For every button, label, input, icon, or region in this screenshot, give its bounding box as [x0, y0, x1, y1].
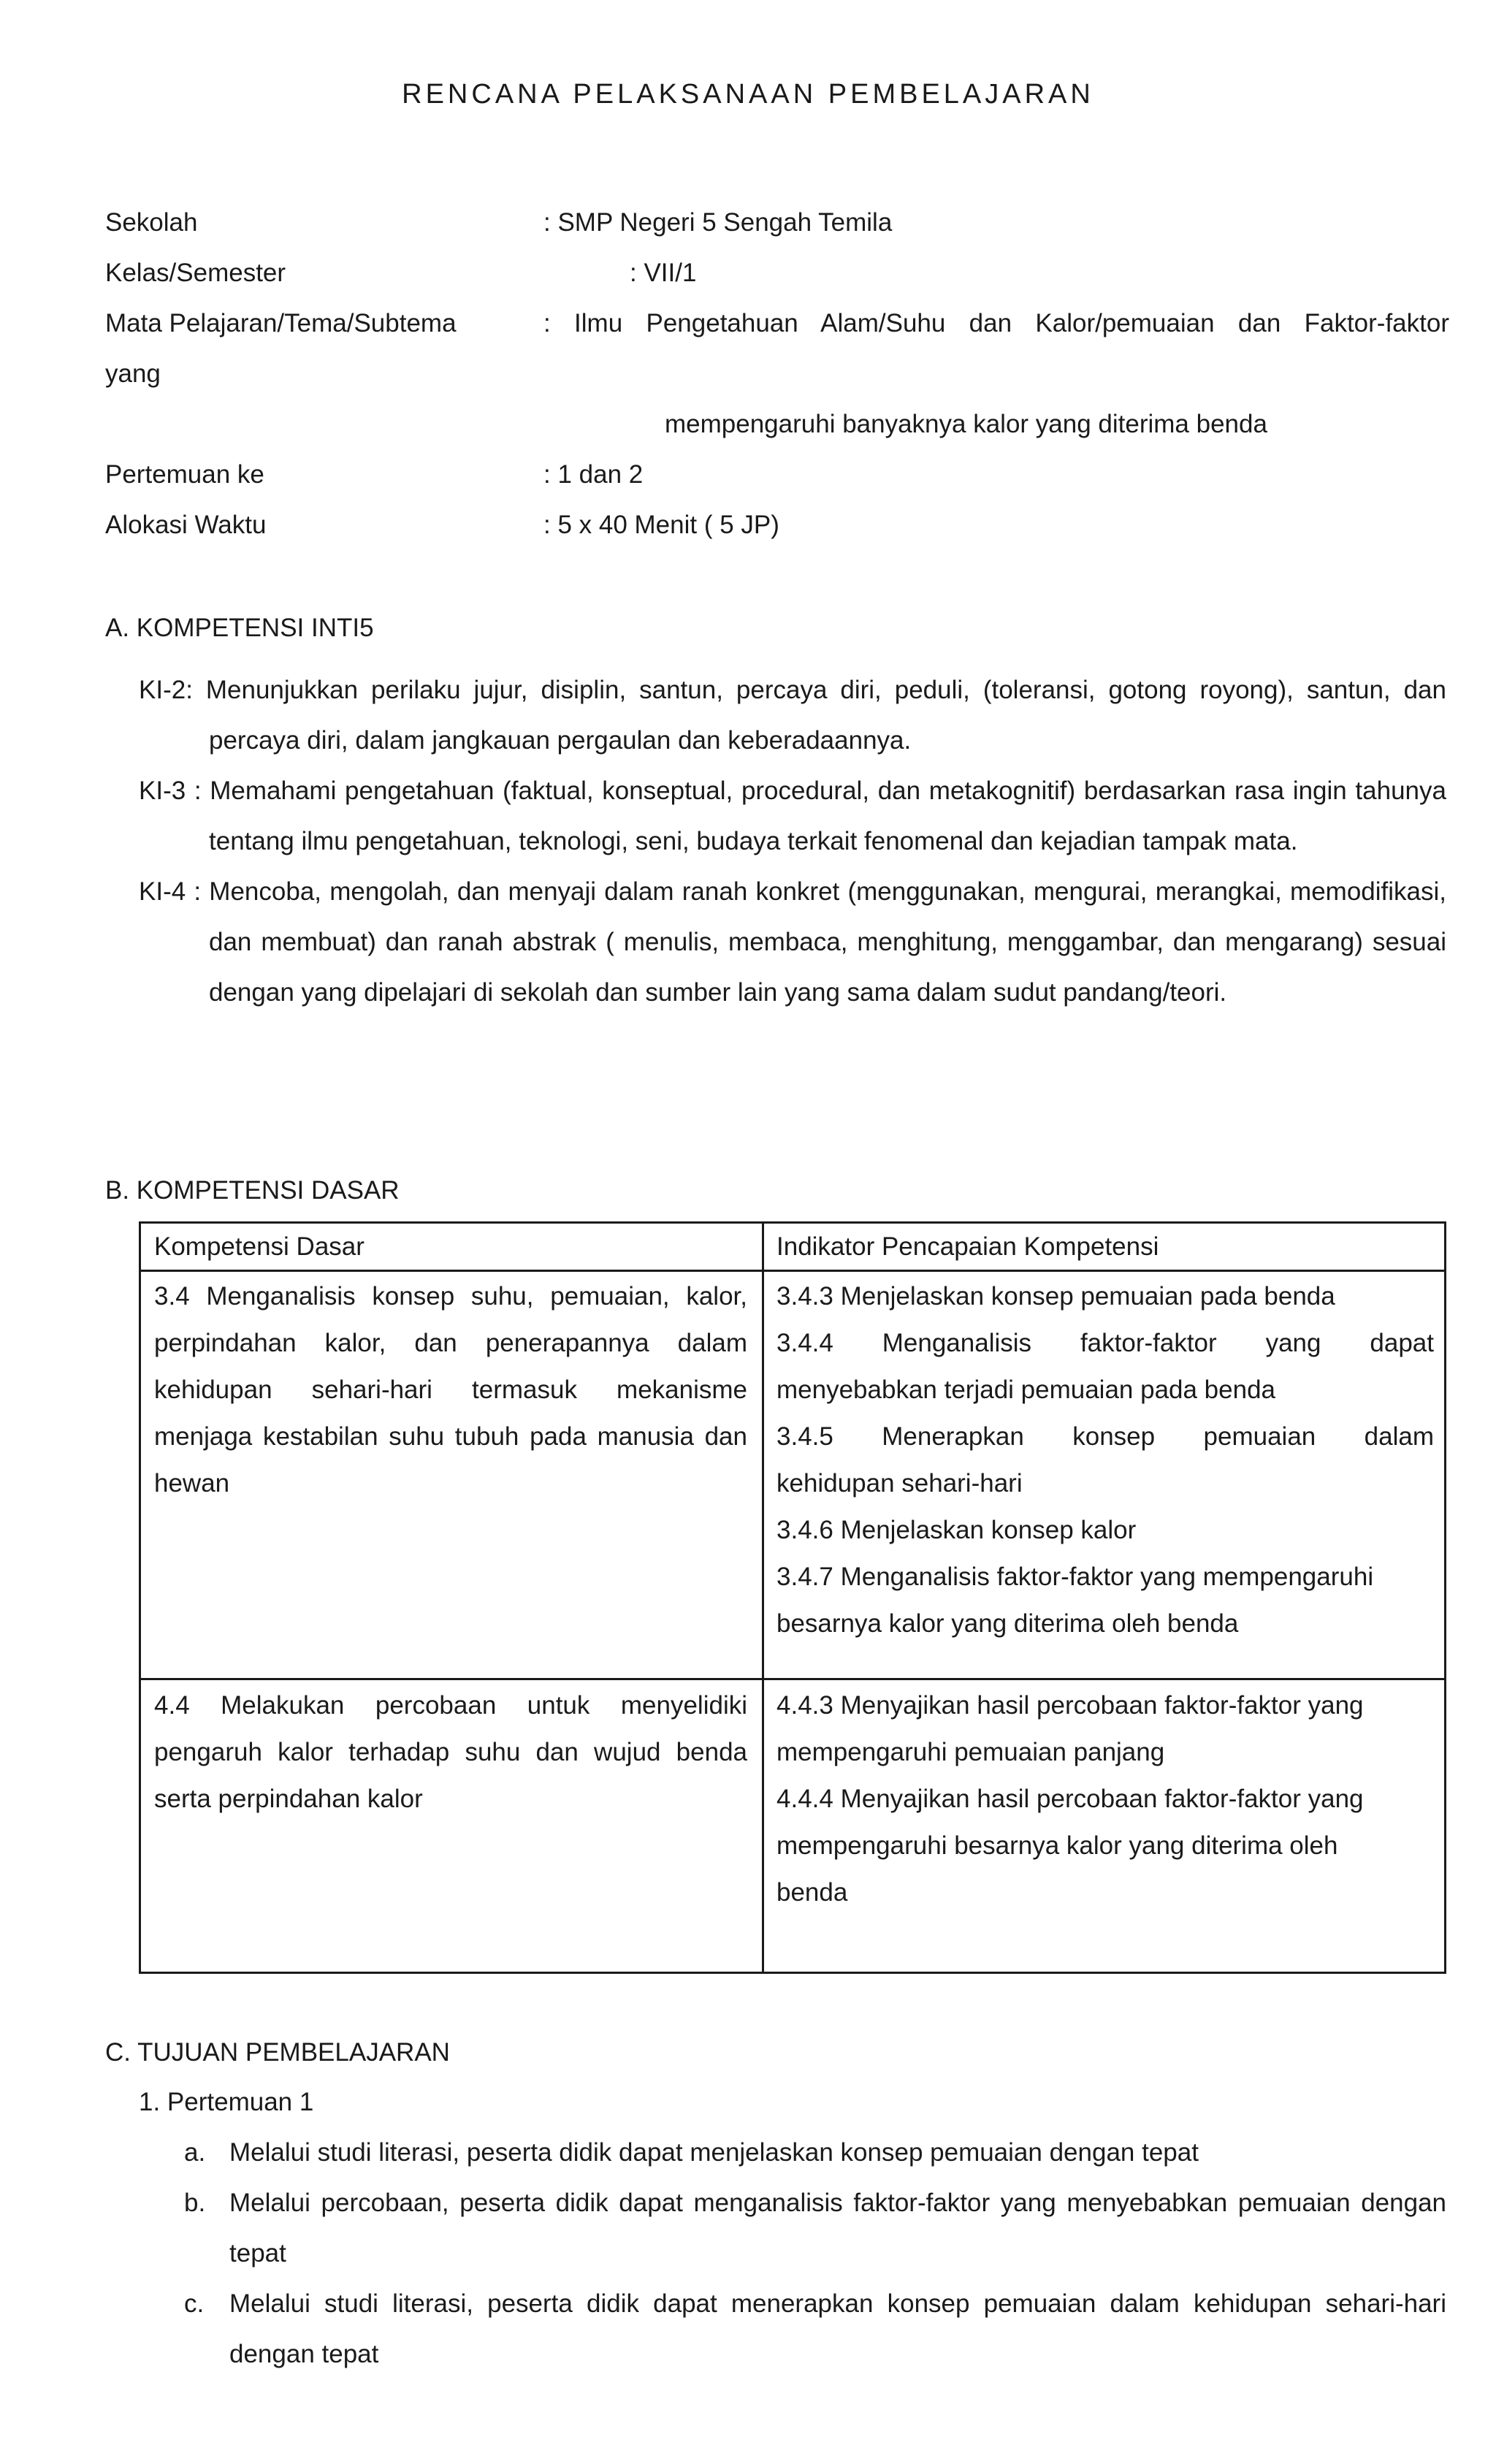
- identity-row-pertemuan: [105, 449, 1457, 500]
- indikator-4-4-4: 4.4.4 Menyajikan hasil percobaan faktor-faktor yang: [776, 1785, 1364, 1813]
- table-row-divider: [141, 1678, 1444, 1680]
- sekolah-value: : SMP Negeri 5 Sengah Temila: [543, 208, 893, 237]
- indikator-3-4-4-cont: menyebabkan terjadi pemuaian pada benda: [776, 1376, 1276, 1404]
- list-item: c. Melalui studi literasi, peserta didik dapat menerapkan konsep pemuaian dalam kehidupan sehari-hari dengan tepat: [184, 2289, 1446, 2368]
- table-cell-kd-4-4: 4.4 Melakukan percobaan untuk menyelidiki pengaruh kalor terhadap suhu dan wujud benda serta perpindahan kalor: [154, 1691, 747, 1813]
- table-cell-indikator-4-4: [776, 1682, 1434, 1916]
- indikator-3-4-6: 3.4.6 Menjelaskan konsep kalor: [776, 1516, 1137, 1544]
- sekolah-label: Sekolah: [105, 208, 198, 237]
- ki4-paragraph: KI-4 : Mencoba, mengolah, dan menyaji dalam ranah konkret (menggunakan, mengurai, merangkai, memodifikasi, dan membuat) dan ranah abstrak ( menulis, membaca, menghitung, menggambar, dan mengarang) sesuai dengan yang dipelajari di sekolah dan sumber lain yang sama dalam sudut pandang/teori.: [139, 877, 1446, 1007]
- list-item: b. Melalui percobaan, peserta didik dapat menganalisis faktor-faktor yang menyebabkan pemuaian dengan tepat: [184, 2189, 1446, 2267]
- kompetensi-dasar-table: [139, 1221, 1446, 1974]
- identity-row-mapel-extra: [105, 348, 1457, 399]
- table-cell-kd-3-4: 3.4 Menganalisis konsep suhu, pemuaian, kalor, perpindahan kalor, dan penerapannya dalam kehidupan sehari-hari termasuk mekanisme menjaga kestabilan suhu tubuh pada manusia dan hewan: [154, 1282, 747, 1498]
- indikator-3-4-7-cont: besarnya kalor yang diterima oleh benda: [776, 1609, 1239, 1638]
- identity-row-alokasi: [105, 500, 1457, 550]
- ki3-paragraph: KI-3 : Memahami pengetahuan (faktual, konseptual, procedural, dan metakognitif) berdasarkan rasa ingin tahunya tentang ilmu pengetahuan, teknologi, seni, budaya terkait fenomenal dan kejadian tampak mata.: [139, 777, 1446, 855]
- indikator-3-4-5-cont: kehidupan sehari-hari: [776, 1469, 1023, 1498]
- table-column-divider: [762, 1224, 764, 1972]
- indikator-4-4-3-cont: mempengaruhi pemuaian panjang: [776, 1738, 1165, 1766]
- tujuan-list: [139, 2077, 1446, 2379]
- identity-block: [105, 197, 1457, 550]
- section-a-heading: A. KOMPETENSI INTI5: [105, 614, 374, 642]
- tujuan-items: [139, 2127, 1446, 2379]
- indikator-3-4-3: 3.4.3 Menjelaskan konsep pemuaian pada benda: [776, 1282, 1335, 1311]
- kelas-value: : VII/1: [630, 259, 697, 287]
- alokasi-value: : 5 x 40 Menit ( 5 JP): [543, 511, 779, 539]
- identity-row-mapel: [105, 298, 1457, 348]
- kompetensi-inti-list: [139, 665, 1446, 1018]
- identity-row-sekolah: [105, 197, 1457, 248]
- table-header-kd: Kompetensi Dasar: [154, 1232, 365, 1261]
- indikator-4-4-4-end: benda: [776, 1878, 848, 1907]
- pertemuan-value: : 1 dan 2: [543, 460, 644, 489]
- table-header-indikator: Indikator Pencapaian Kompetensi: [776, 1232, 1159, 1261]
- indikator-3-4-7: 3.4.7 Menganalisis faktor-faktor yang mempengaruhi: [776, 1563, 1374, 1591]
- mapel-continuation: mempengaruhi banyaknya kalor yang diterima benda: [665, 410, 1267, 438]
- indikator-4-4-4-cont: mempengaruhi besarnya kalor yang diterima oleh: [776, 1831, 1338, 1860]
- indikator-3-4-5: 3.4.5 Menerapkan konsep pemuaian dalam: [776, 1422, 1434, 1451]
- alokasi-label: Alokasi Waktu: [105, 511, 267, 539]
- list-item: a. Melalui studi literasi, peserta didik dapat menjelaskan konsep pemuaian dengan tepat: [184, 2138, 1199, 2167]
- pertemuan-1-heading: 1. Pertemuan 1: [139, 2088, 314, 2116]
- section-c-heading: C. TUJUAN PEMBELAJARAN: [105, 2038, 450, 2067]
- indikator-3-4-4: 3.4.4 Menganalisis faktor-faktor yang dapat: [776, 1329, 1434, 1357]
- identity-row-mapel-cont: [105, 399, 1457, 449]
- mapel-label: Mata Pelajaran/Tema/Subtema: [105, 309, 457, 337]
- ki2-paragraph: KI-2: Menunjukkan perilaku jujur, disiplin, santun, percaya diri, peduli, (toleransi, gotong royong), santun, dan percaya diri, dalam jangkauan pergaulan dan keberadaannya.: [139, 676, 1446, 755]
- indikator-4-4-3: 4.4.3 Menyajikan hasil percobaan faktor-faktor yang: [776, 1691, 1364, 1720]
- mapel-extra: yang: [105, 359, 161, 388]
- pertemuan-label: Pertemuan ke: [105, 460, 264, 489]
- identity-row-kelas: [105, 248, 1457, 298]
- table-cell-indikator-3-4: [776, 1273, 1434, 1647]
- mapel-value: : Ilmu Pengetahuan Alam/Suhu dan Kalor/pemuaian dan Faktor-faktor: [543, 309, 1449, 337]
- section-b-heading: B. KOMPETENSI DASAR: [105, 1176, 400, 1205]
- kelas-label: Kelas/Semester: [105, 259, 286, 287]
- document-title: RENCANA PELAKSANAAN PEMBELAJARAN: [402, 79, 1094, 110]
